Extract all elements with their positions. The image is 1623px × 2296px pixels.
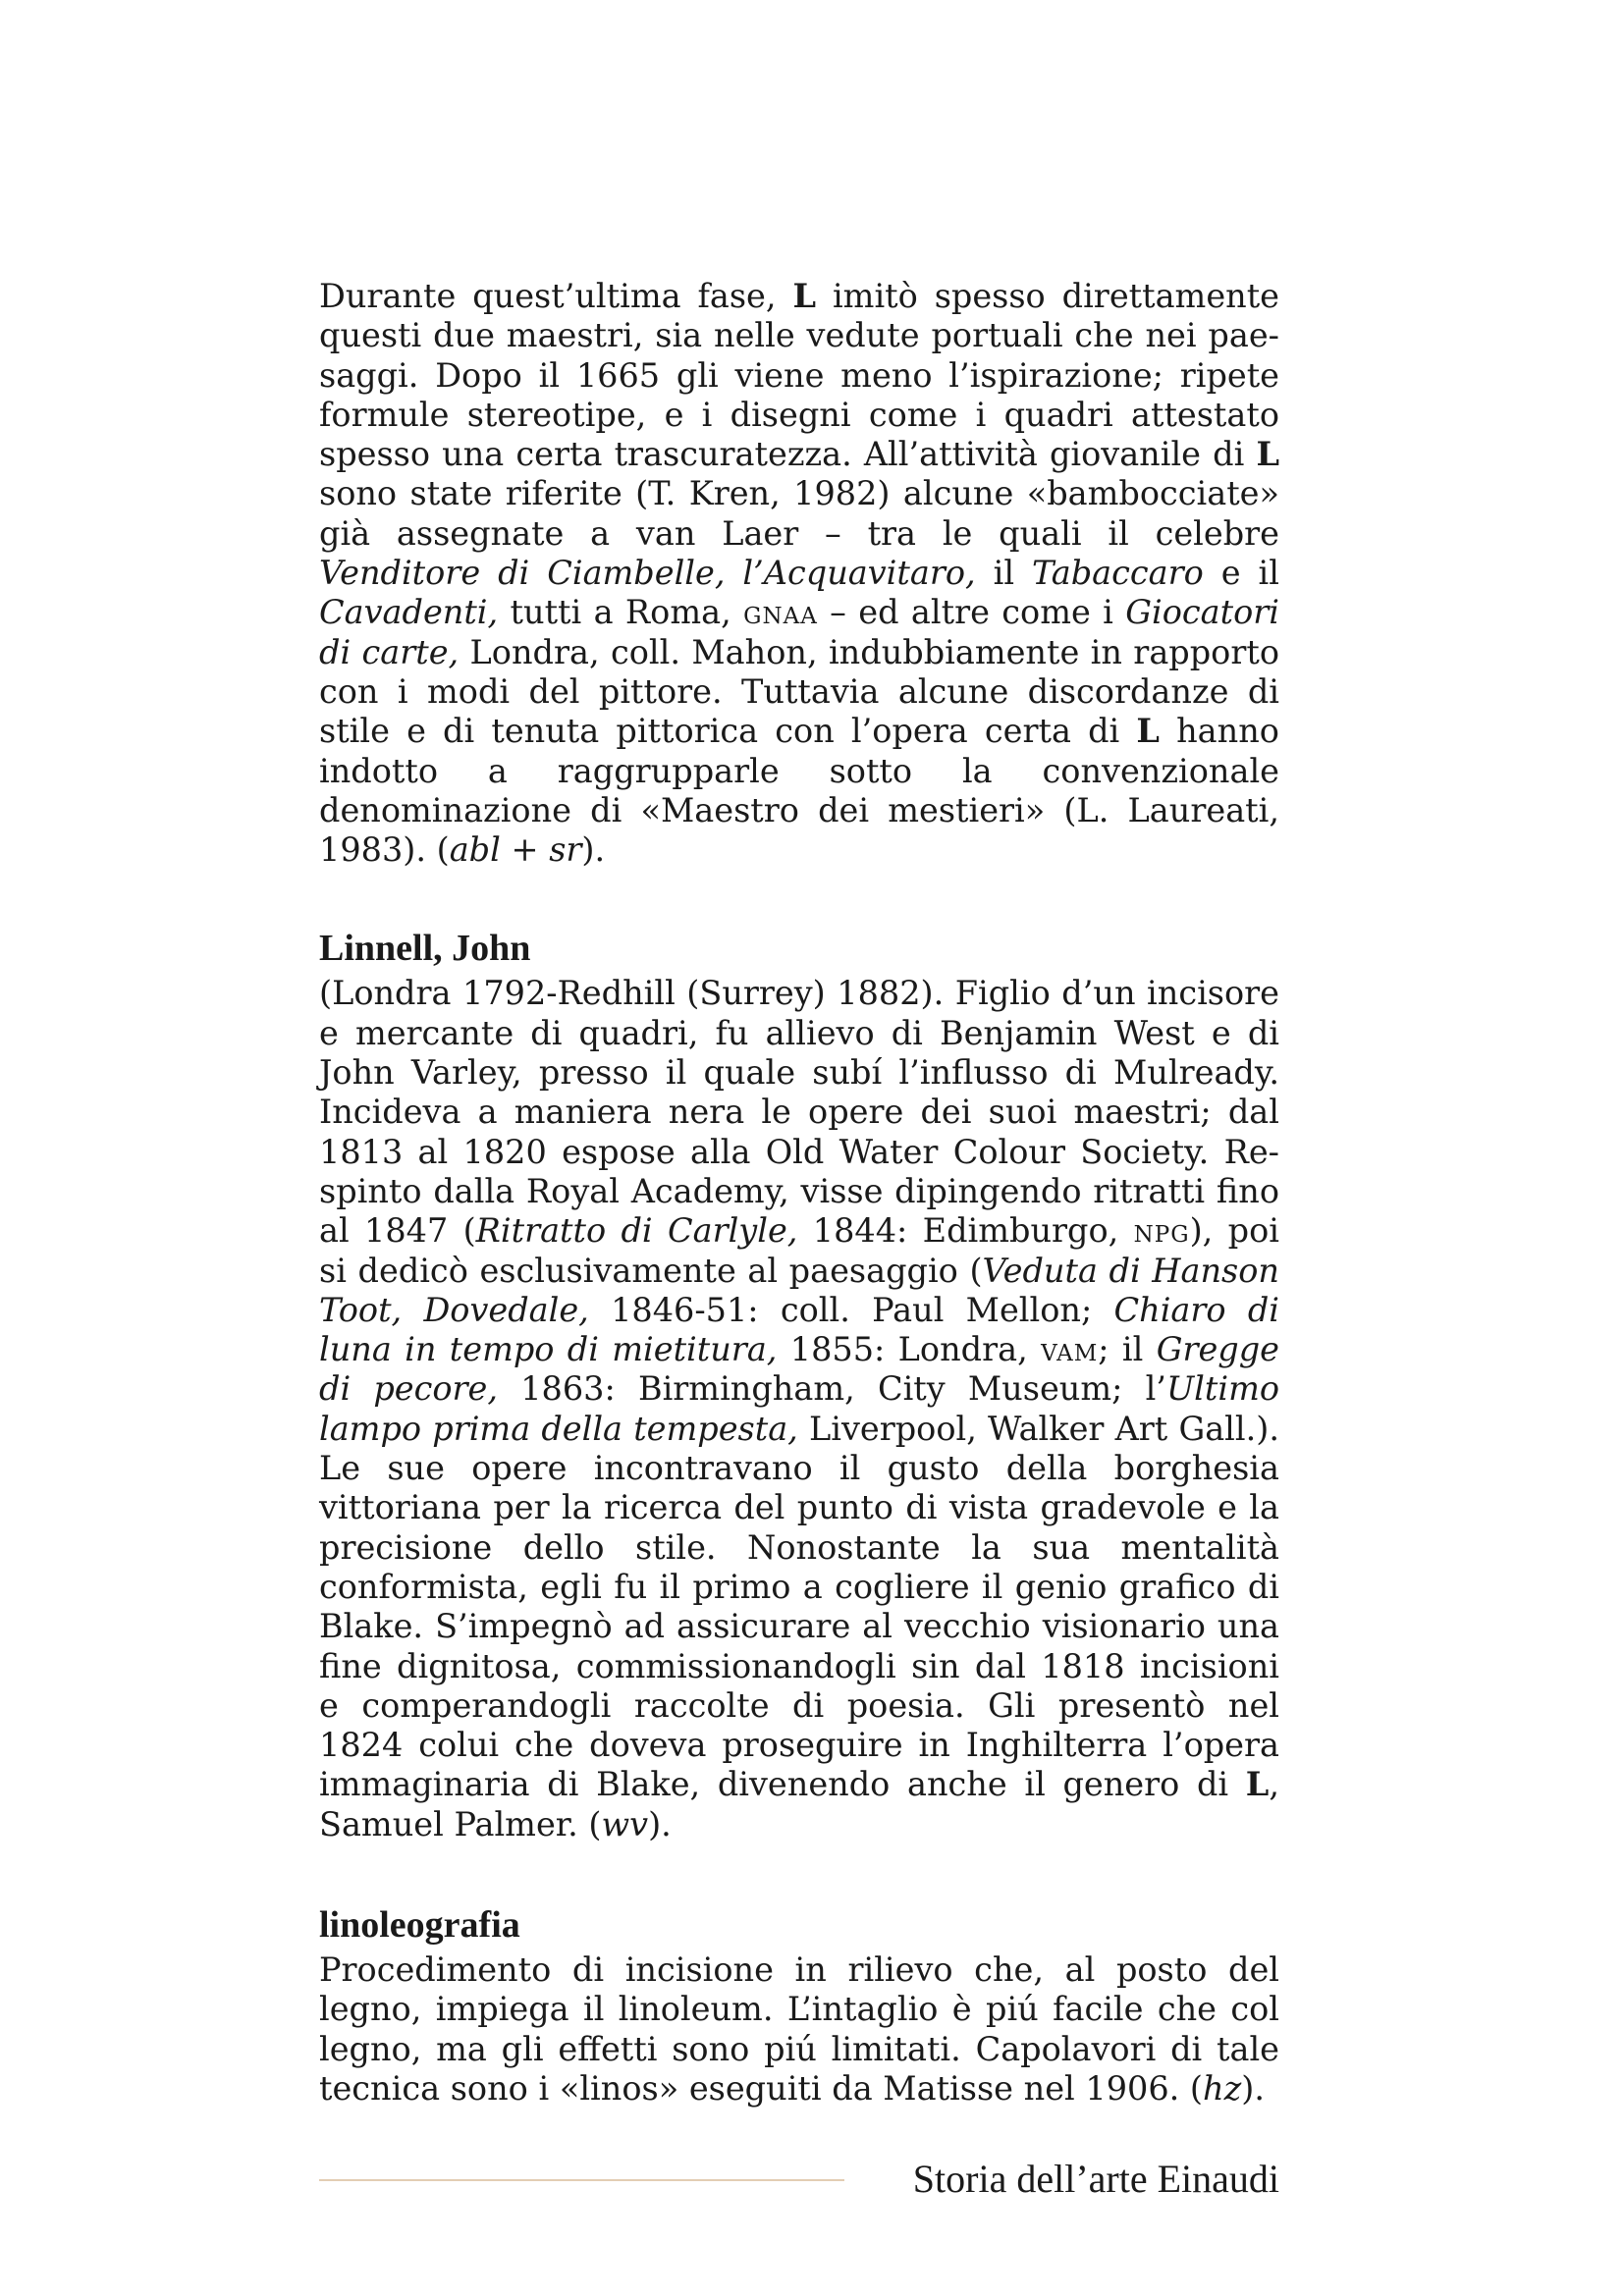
footer-rule xyxy=(319,2179,844,2181)
text-column xyxy=(319,277,1279,2109)
entry-title-linnell: Linnell, John xyxy=(319,928,531,970)
continuation-paragraph: Durante quest’ultima fase, L imitò spesso direttamente questi due maestri, sia nelle vedute portuali che nei paesaggi. Dopo il 1665 gli viene meno l’ispirazione; ripete formule stereotipe, e i disegni come i quadri attestato spesso una certa trascuratezza. All’attività giovanile di L sono state riferite (T. Kren, 1982) alcune «bambocciate» già assegnate a van Laer – tra le quali il celebre Venditore di Ciambelle, l’Acquavitaro, il Tabaccaro e il Cavadenti, tutti a Roma, gnaa – ed altre come i Giocatori di carte, Londra, coll. Mahon, indubbiamente in rapporto con i modi del pittore. Tuttavia alcune discordanze di stile e di tenuta pittorica con l’opera certa di L hanno indotto a raggrupparle sotto la convenzionale denominazione di «Maestro dei mestieri» (L. Laureati, 1983). (abl + sr). xyxy=(319,277,1280,870)
entry-title-linoleografia: linoleografia xyxy=(319,1903,520,1946)
entry-body-linoleografia: Procedimento di incisione in rilievo che, al posto del legno, impiega il linoleum. L’intaglio è piú facile che col legno, ma gli effetti sono piú limitati. Capolavori di tale tecnica sono i «linos» eseguiti da Matisse nel 1906. (hz). xyxy=(319,1949,1279,2108)
entry-body-linnell: (Londra 1792-Redhill (Surrey) 1882). Figlio d’un incisore e mercante di quadri, fu allievo di Benjamin West e di John Varley, presso il quale subí l’influsso di Mulready. Incideva a maniera nera le opere dei suoi maestri; dal 1813 al 1820 espose alla Old Water Colour Society. Respinto dalla Royal Academy, visse dipingendo ritratti fino al 1847 (Ritratto di Carlyle, 1844: Edimburgo, npg), poi si dedicò esclusivamente al paesaggio (Veduta di Hanson Toot, Dovedale, 1846-51: coll. Paul Mellon; Chiaro di luna in tempo di mietitura, 1855: Londra, vam; il Gregge di pecore, 1863: Birmingham, City Museum; l’Ultimo lampo prima della tempesta, Liverpool, Walker Art Gall.). Le sue opere incontravano il gusto della borghesia vittoriana per la ricerca del punto di vista gradevole e la precisione dello stile. Nonostante la sua mentalità conformista, egli fu il primo a cogliere il genio grafico di Blake. S’impegnò ad assicurare al vecchio visionario una fine dignitosa, commissionandogli sin dal 1818 incisioni e comperandogli raccolte di poesia. Gli presentò nel 1824 colui che doveva proseguire in Inghilterra l’opera immaginaria di Blake, divenendo anche il genero di L, Samuel Palmer. (wv). xyxy=(319,974,1280,1843)
page-footer xyxy=(319,2146,1279,2215)
footer-publication-title: Storia dell’arte Einaudi xyxy=(912,2157,1279,2201)
